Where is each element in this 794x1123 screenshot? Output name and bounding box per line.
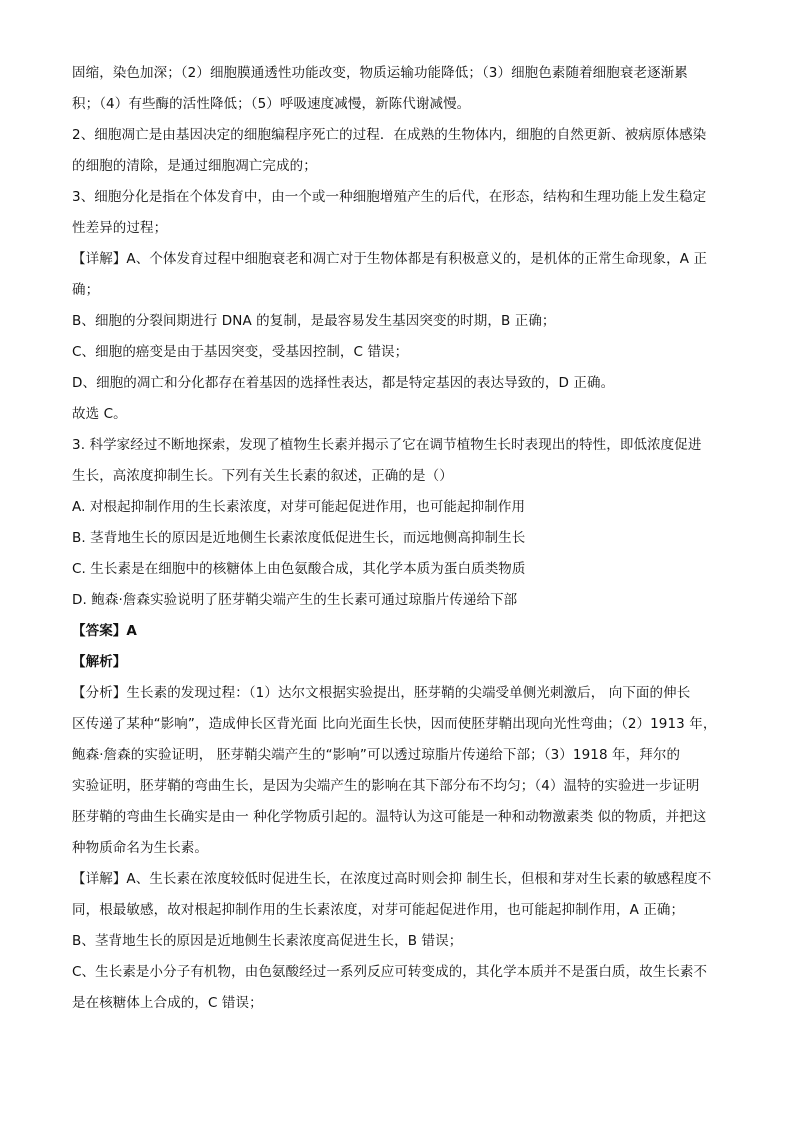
question-line: 3. 科学家经过不断地探索，发现了植物生长素并揭示了它在调节植物生长时表现出的特性，即低浓度促进 xyxy=(72,437,702,453)
text-line: 种物质命名为生长素。 xyxy=(72,840,208,856)
text-line: 同，根最敏感，故对根起抑制作用的生长素浓度，对芽可能起促进作用，也可能起抑制作用，A 正确； xyxy=(72,902,685,918)
answer-heading: 【答案】A xyxy=(72,623,137,639)
option-c: C. 生长素是在细胞中的核糖体上由色氨酸合成，其化学本质为蛋白质类物质 xyxy=(72,561,526,577)
text-line: 积；（4）有些酶的活性降低；（5）呼吸速度减慢，新陈代谢减慢。 xyxy=(72,96,471,112)
text-line: 故选 C。 xyxy=(72,406,127,422)
text-line: 确； xyxy=(72,282,100,298)
text-line: C、生长素是小分子有机物，由色氨酸经过一系列反应可转变成的，其化学本质并不是蛋白质，故生长素不 xyxy=(72,964,708,980)
option-d: D. 鲍森·詹森实验说明了胚芽鞘尖端产生的生长素可通过琼脂片传递给下部 xyxy=(72,592,518,608)
option-b: B. 茎背地生长的原因是近地侧生长素浓度低促进生长，而远地侧高抑制生长 xyxy=(72,530,526,546)
question-line: 生长，高浓度抑制生长。下列有关生长素的叙述，正确的是（） xyxy=(72,468,453,484)
text-line: B、细胞的分裂间期进行 DNA 的复制，是最容易发生基因突变的时期，B 正确； xyxy=(72,313,556,329)
text-line: 【详解】A、生长素在浓度较低时促进生长，在浓度过高时则会抑 制生长，但根和芽对生长素的敏感程度不 xyxy=(72,871,712,887)
text-line: 的细胞的清除，是通过细胞凋亡完成的； xyxy=(72,158,317,174)
text-line: B、茎背地生长的原因是近地侧生长素浓度高促进生长，B 错误； xyxy=(72,933,463,949)
text-line: 是在核糖体上合成的，C 错误； xyxy=(72,995,263,1011)
text-line: 区传递了某种“影响”，造成伸长区背光面 比向光面生长快，因而使胚芽鞘出现向光性弯曲；（2）1913 年， xyxy=(72,716,717,732)
text-line: D、细胞的凋亡和分化都存在着基因的选择性表达，都是特定基因的表达导致的，D 正确。 xyxy=(72,375,615,391)
text-line: 实验证明，胚芽鞘的弯曲生长，是因为尖端产生的影响在其下部分布不均匀；（4）温特的实验进一步证明 xyxy=(72,778,700,794)
text-line: C、细胞的癌变是由于基因突变，受基因控制，C 错误； xyxy=(72,344,409,360)
text-line: 胚芽鞘的弯曲生长确实是由一 种化学物质引起的。温特认为这可能是一种和动物激素类 似的物质，并把这 xyxy=(72,809,707,825)
text-line: 3、细胞分化是指在个体发育中，由一个或一种细胞增殖产生的后代，在形态，结构和生理功能上发生稳定 xyxy=(72,189,707,205)
text-line: 性差异的过程； xyxy=(72,220,168,236)
analysis-heading: 【解析】 xyxy=(72,654,127,670)
text-line: 【详解】A、个体发育过程中细胞衰老和凋亡对于生物体都是有积极意义的，是机体的正常生命现象，A 正 xyxy=(72,251,708,267)
document-body xyxy=(72,58,722,1019)
text-line: 2、细胞凋亡是由基因决定的细胞编程序死亡的过程．在成熟的生物体内，细胞的自然更新、被病原体感染 xyxy=(72,127,707,143)
option-a: A. 对根起抑制作用的生长素浓度，对芽可能起促进作用，也可能起抑制作用 xyxy=(72,499,526,515)
text-line: 鲍森·詹森的实验证明， 胚芽鞘尖端产生的“影响”可以透过琼脂片传递给下部；（3）1918 年，拜尔的 xyxy=(72,747,681,763)
text-line: 固缩，染色加深；（2）细胞膜通透性功能改变，物质运输功能降低；（3）细胞色素随着细胞衰老逐渐累 xyxy=(72,65,688,81)
text-line: 【分析】生长素的发现过程：（1）达尔文根据实验提出，胚芽鞘的尖端受单侧光刺激后， 向下面的伸长 xyxy=(72,685,691,701)
